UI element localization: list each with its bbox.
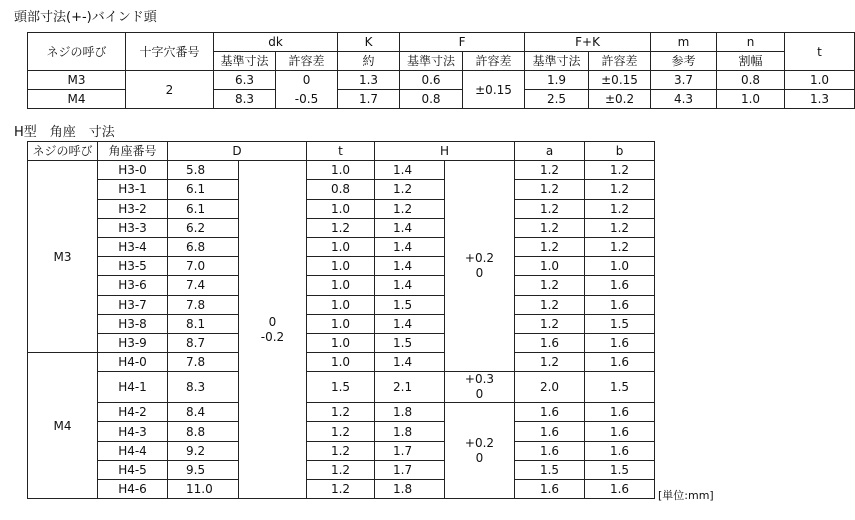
header-cell: 角座番号 [98,142,168,161]
h-type-dimensions-table [27,141,655,499]
table-cell: 1.8 [375,480,445,499]
header-cell: 基準寸法 [214,52,276,71]
table-cell: 8.1 [168,314,239,333]
group-cell: M4 [28,353,98,499]
header-cell: 十字穴番号 [126,33,214,71]
table-cell: 2.0 [515,372,585,403]
table-cell: 1.4 [375,161,445,180]
table-cell: 1.0 [717,90,785,109]
table-row [28,422,655,441]
tolerance-value: 0 [268,314,277,329]
table-cell: 1.2 [515,314,585,333]
header-cell: F+K [525,33,651,52]
table-cell: H3-7 [98,295,168,314]
table-cell: 1.0 [307,353,375,372]
table-cell: 1.2 [307,422,375,441]
table-cell: 1.6 [515,480,585,499]
table-cell: 1.2 [515,276,585,295]
tolerance-value: +0.3 [464,372,495,387]
table-cell: 1.0 [307,314,375,333]
tolerance-value: -0.2 [260,329,285,344]
table-cell: 1.6 [585,480,655,499]
tolerance-value: 0 [475,266,484,281]
header-cell: ネジの呼び [28,142,98,161]
table-cell: 7.0 [168,257,239,276]
table-cell: 1.6 [585,295,655,314]
table-row [28,460,655,479]
table-cell: H4-6 [98,480,168,499]
table-cell: 1.5 [307,372,375,403]
table-cell: 1.6 [585,403,655,422]
table-cell: 1.6 [585,422,655,441]
table-cell: 1.3 [338,71,400,90]
table-cell: 1.0 [307,237,375,256]
table-cell: 1.2 [585,161,655,180]
table-row [28,314,655,333]
table-cell: 1.2 [515,199,585,218]
table-cell: 6.2 [168,218,239,237]
table-cell: 1.5 [585,460,655,479]
tolerance-value: +0.2 [464,435,495,450]
table-row [28,71,855,90]
table-row [28,353,655,372]
header-cell: dk [214,33,338,52]
table-cell: 1.7 [375,460,445,479]
table-row [28,372,655,403]
table-cell: H3-2 [98,199,168,218]
table-cell: 11.0 [168,480,239,499]
table-cell: 1.6 [585,441,655,460]
header-cell: 参考 [651,52,717,71]
table-cell: 1.2 [307,460,375,479]
table-row [28,218,655,237]
table-cell: 5.8 [168,161,239,180]
tolerance-cell [445,403,515,499]
table-cell: 1.2 [585,199,655,218]
table-cell: 1.0 [515,257,585,276]
table-cell: 1.5 [515,460,585,479]
header-cell: 許容差 [589,52,651,71]
head-dimensions-title: 頭部寸法(+-)バインド頭 [14,10,157,25]
table-row [28,237,655,256]
table-header-row [28,33,855,52]
table-cell: 1.3 [785,90,855,109]
header-cell: 基準寸法 [525,52,589,71]
table-cell: 0 [276,71,338,90]
table-cell: 0.8 [307,180,375,199]
table-cell: 1.0 [307,276,375,295]
table-cell: 6.1 [168,199,239,218]
table-cell: H4-1 [98,372,168,403]
table-cell: 7.8 [168,295,239,314]
header-cell: 許容差 [463,52,525,71]
group-cell: M3 [28,161,98,353]
table-cell: 1.5 [585,314,655,333]
header-cell: 割幅 [717,52,785,71]
header-cell: ネジの呼び [28,33,126,71]
table-cell: ±0.2 [589,90,651,109]
table-cell: 1.6 [585,333,655,352]
table-cell: 2.1 [375,372,445,403]
table-header-row [28,142,655,161]
table-cell: 1.2 [515,295,585,314]
table-cell: 1.2 [515,237,585,256]
header-cell: K [338,33,400,52]
table-cell: 1.2 [307,403,375,422]
table-cell: 1.2 [307,480,375,499]
table-cell: H3-6 [98,276,168,295]
table-cell: 1.5 [375,333,445,352]
table-cell: 1.2 [307,441,375,460]
table-row [28,333,655,352]
table-cell: 1.0 [307,295,375,314]
table-cell: H4-0 [98,353,168,372]
header-cell: 約 [338,52,400,71]
table-cell: 1.0 [307,333,375,352]
table-row [28,180,655,199]
table-cell: 1.8 [375,422,445,441]
table-row [28,257,655,276]
table-cell: 1.4 [375,237,445,256]
tolerance-cell [445,161,515,372]
table-cell: 1.4 [375,276,445,295]
table-row [28,199,655,218]
header-cell: b [585,142,655,161]
table-cell: H4-2 [98,403,168,422]
table-cell: H3-5 [98,257,168,276]
table-cell: 1.6 [515,422,585,441]
table-cell: 8.3 [214,90,276,109]
table-cell: 1.6 [585,353,655,372]
table-cell: 1.0 [307,161,375,180]
table-cell: 6.1 [168,180,239,199]
table-cell: 1.2 [515,218,585,237]
table-cell: H3-1 [98,180,168,199]
header-cell: 許容差 [276,52,338,71]
table-cell: 1.0 [307,199,375,218]
table-cell: H3-3 [98,218,168,237]
table-cell: 1.6 [585,276,655,295]
table-cell: 8.8 [168,422,239,441]
table-cell: 1.8 [375,403,445,422]
table-cell: 1.2 [515,161,585,180]
table-cell: 1.2 [585,218,655,237]
table-row [28,403,655,422]
table-cell: 1.0 [307,257,375,276]
table-cell: 8.3 [168,372,239,403]
table-cell: 1.6 [515,403,585,422]
table-cell: 6.3 [214,71,276,90]
table-row [28,480,655,499]
table-cell: 1.4 [375,314,445,333]
header-cell: a [515,142,585,161]
table-cell: 1.2 [515,353,585,372]
table-cell: H4-4 [98,441,168,460]
table-cell: 8.4 [168,403,239,422]
table-cell: 1.2 [307,218,375,237]
table-cell: M4 [28,90,126,109]
table-cell: ±0.15 [589,71,651,90]
tolerance-value: +0.2 [464,251,495,266]
table-cell: 6.8 [168,237,239,256]
table-cell: 4.3 [651,90,717,109]
table-cell: 1.4 [375,257,445,276]
table-cell: 1.2 [585,180,655,199]
table-cell: 8.7 [168,333,239,352]
table-cell: 1.7 [338,90,400,109]
table-cell: 1.0 [585,257,655,276]
table-cell: 0.8 [400,90,463,109]
table-cell: 0.8 [717,71,785,90]
table-cell: 1.4 [375,218,445,237]
table-cell: 1.2 [375,180,445,199]
table-cell: 7.8 [168,353,239,372]
header-cell: 基準寸法 [400,52,463,71]
table-cell: 3.7 [651,71,717,90]
header-cell: D [168,142,307,161]
h-type-dimensions-title: H型 角座 寸法 [14,125,115,140]
header-cell: H [375,142,515,161]
table-cell: 1.6 [515,441,585,460]
table-cell: H3-8 [98,314,168,333]
table-row [28,295,655,314]
unit-label: [単位:mm] [658,489,714,502]
table-row [28,161,655,180]
table-cell: H3-0 [98,161,168,180]
tolerance-cell [239,161,307,499]
table-cell: 1.0 [785,71,855,90]
header-cell: t [785,33,855,71]
table-cell: -0.5 [276,90,338,109]
table-cell: 1.4 [375,353,445,372]
header-cell: t [307,142,375,161]
table-cell: H4-5 [98,460,168,479]
table-cell: 1.2 [585,237,655,256]
table-cell: 9.2 [168,441,239,460]
table-cell: 1.2 [375,199,445,218]
table-cell: 1.5 [585,372,655,403]
tolerance-value: 0 [475,450,484,465]
tolerance-value: 0 [475,387,484,402]
table-cell: H3-9 [98,333,168,352]
header-cell: F [400,33,525,52]
table-cell: 0.6 [400,71,463,90]
header-cell: m [651,33,717,52]
table-cell: 7.4 [168,276,239,295]
table-cell: 2.5 [525,90,589,109]
table-cell: H3-4 [98,237,168,256]
table-row [28,441,655,460]
tolerance-cell [445,372,515,403]
table-cell: 1.7 [375,441,445,460]
head-dimensions-table [27,32,855,109]
table-cell: 1.5 [375,295,445,314]
table-cell: 1.6 [515,333,585,352]
table-row [28,276,655,295]
table-cell: 2 [126,71,214,109]
table-cell: 1.9 [525,71,589,90]
table-cell: ±0.15 [463,71,525,109]
table-cell: H4-3 [98,422,168,441]
table-cell: 1.2 [515,180,585,199]
header-cell: n [717,33,785,52]
table-cell: 9.5 [168,460,239,479]
table-cell: M3 [28,71,126,90]
